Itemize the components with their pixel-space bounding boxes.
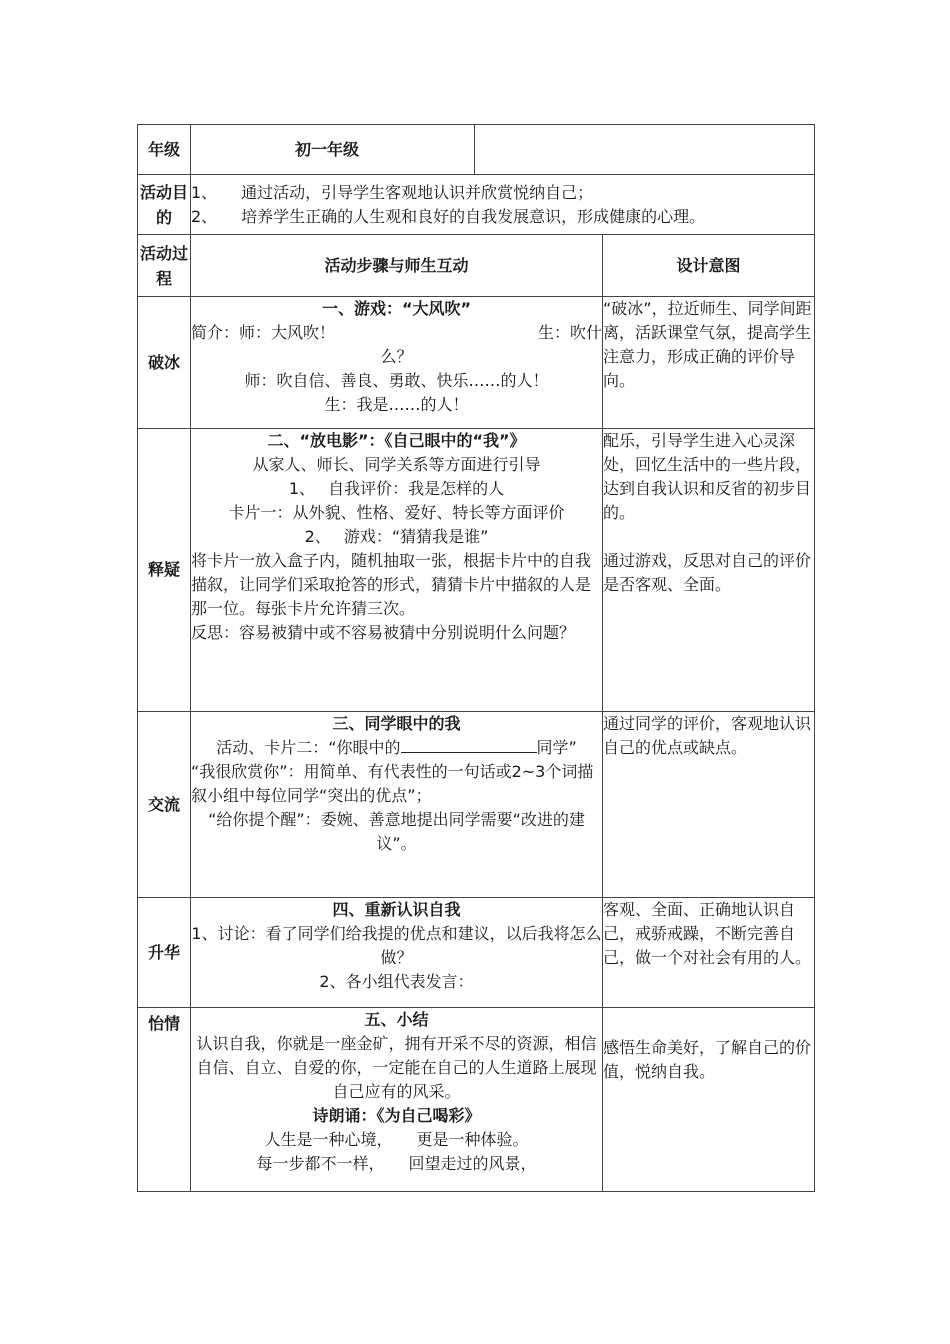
- exchange-card-prefix: 活动、卡片二：“你眼中的: [216, 738, 401, 757]
- doubt-line: 2、 游戏：“猜猜我是谁”: [304, 527, 489, 546]
- doubt-intent-spacer: [603, 525, 814, 549]
- sublime-title: 四、重新认识自我: [332, 900, 461, 919]
- cheer-intent: 感悟生命美好，了解自己的价值，悦纳自我。: [603, 1008, 815, 1192]
- poem-line: 每一步都不一样， 回望走过的风景，: [256, 1154, 537, 1173]
- exchange-card: [191, 736, 602, 760]
- exchange-label: 交流: [138, 712, 191, 898]
- icebreak-title: 一、游戏：“大风吹”: [321, 299, 472, 318]
- doubt-line: 卡片一：从外貌、性格、爱好、特长等方面评价: [228, 503, 565, 522]
- exchange-title: 三、同学眼中的我: [332, 714, 461, 733]
- doubt-label: 释疑: [138, 429, 191, 712]
- doubt-row: [138, 429, 815, 712]
- doubt-title: 二、“放电影”：《自己眼中的“我”》: [267, 431, 526, 450]
- cheer-row: [138, 1008, 815, 1192]
- poem-title: 诗朗诵：《为自己喝彩》: [312, 1106, 481, 1125]
- grade-value: 初一年级: [191, 125, 475, 175]
- icebreak-line: 师：吹自信、善良、勇敢、快乐……的人！: [244, 371, 549, 390]
- grade-empty-cell: [475, 125, 815, 175]
- icebreak-row: [138, 297, 815, 429]
- grade-row: [138, 125, 815, 175]
- cheer-label: 怡情: [138, 1008, 191, 1192]
- grade-label: 年级: [138, 125, 191, 175]
- process-label: 活动过程: [138, 235, 191, 297]
- icebreak-intent: “破冰”，拉近师生、同学间距离，活跃课堂气氛，提高学生注意力，形成正确的评价导向。: [603, 297, 815, 429]
- exchange-intent: 通过同学的评价，客观地认识自己的优点或缺点。: [603, 712, 815, 898]
- sublime-line: 1、讨论：看了同学们给我提的优点和建议，以后我将怎么做？: [191, 924, 602, 967]
- exchange-row: [138, 712, 815, 898]
- goal-row: [138, 175, 815, 235]
- doubt-line: 从家人、师长、同学关系等方面进行引导: [252, 455, 541, 474]
- sublime-line: 2、各小组代表发言：: [319, 972, 474, 991]
- doubt-para: 将卡片一放入盒子内，随机抽取一张，根据卡片中的自我描叙，让同学们采取抢答的形式，猜猜卡片中描叙的人是那一位。每张卡片允许猜三次。: [191, 551, 592, 618]
- icebreak-steps: [191, 297, 603, 429]
- icebreak-line: 生：我是……的人！: [324, 395, 469, 414]
- doubt-line: 1、 自我评价：我是怎样的人: [288, 479, 505, 498]
- poem-line: 人生是一种心境， 更是一种体验。: [264, 1130, 529, 1149]
- exchange-steps: [191, 712, 603, 898]
- intent-column-header: 设计意图: [603, 235, 815, 297]
- cheer-title: 五、小结: [364, 1010, 429, 1029]
- fill-blank: [401, 736, 537, 753]
- sublime-row: [138, 898, 815, 1008]
- exchange-para: “我很欣赏你”：用简单、有代表性的一句话或2~3个词描叙小组中每位同学“突出的优点”；: [191, 762, 594, 805]
- goal-item: 1、 通过活动，引导学生客观地认识并欣赏悦纳自己；: [191, 182, 594, 202]
- doubt-steps: [191, 429, 603, 712]
- doubt-intent-cell: [603, 429, 815, 712]
- exchange-para: “给你提个醒”：委婉、善意地提出同学需要“改进的建议”。: [208, 810, 585, 853]
- sublime-intent: 客观、全面、正确地认识自己，戒骄戒躁，不断完善自己，做一个对社会有用的人。: [603, 898, 815, 1008]
- process-header-row: [138, 235, 815, 297]
- doubt-para: 反思：容易被猜中或不容易被猜中分别说明什么问题？: [191, 623, 576, 642]
- exchange-card-suffix: 同学”: [536, 738, 577, 757]
- cheer-para: 认识自我，你就是一座金矿，拥有开采不尽的资源，相信自信、自立、自爱的你，一定能在自己的人生道路上展现自己应有的风采。: [196, 1034, 597, 1101]
- cheer-steps: [191, 1008, 603, 1192]
- doubt-intent: 配乐，引导学生进入心灵深处，回忆生活中的一些片段，达到自我认识和反省的初步目的。: [603, 431, 812, 522]
- icebreak-intro: [191, 321, 602, 345]
- goal-label: 活动目的: [138, 175, 191, 235]
- lesson-plan-table: [137, 124, 815, 1192]
- goal-list: [191, 175, 815, 235]
- icebreak-label: 破冰: [138, 297, 191, 429]
- sublime-label: 升华: [138, 898, 191, 1008]
- doubt-intent: 通过游戏，反思对自己的评价是否客观、全面。: [603, 551, 812, 594]
- icebreak-intro-left: 简介：师：大风吹！: [191, 323, 336, 342]
- goal-item: 2、 培养学生正确的人生观和良好的自我发展意识，形成健康的心理。: [191, 206, 706, 226]
- icebreak-intro-right: 生：吹什: [537, 323, 602, 342]
- icebreak-intro-cont: 么？: [380, 347, 413, 366]
- sublime-steps: [191, 898, 603, 1008]
- steps-column-header: 活动步骤与师生互动: [191, 235, 603, 297]
